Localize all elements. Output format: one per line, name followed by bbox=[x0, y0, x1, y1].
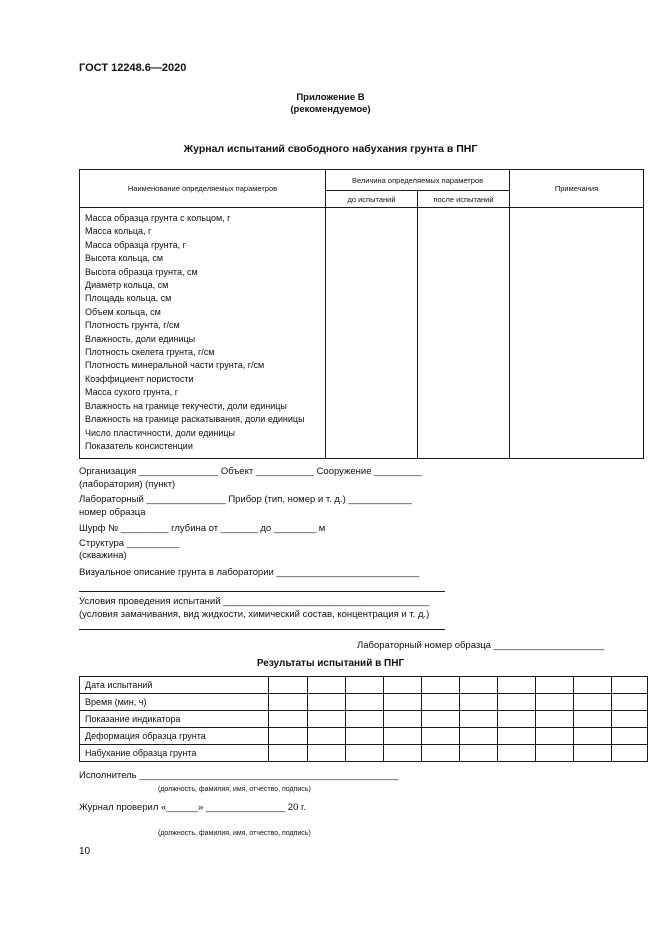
param-item: Коэффициент пористости bbox=[85, 373, 194, 384]
results-row-label: Деформация образца грунта bbox=[80, 728, 269, 745]
form-structure-line: Структура __________ bbox=[79, 538, 180, 549]
form-lab-hint: номер образца bbox=[79, 507, 146, 518]
appendix-subtitle: (рекомендуемое) bbox=[290, 104, 371, 115]
form-lab-line: Лабораторный _______________ Прибор (тип, номер и т. д.) ____________ bbox=[79, 494, 412, 505]
param-item: Масса сухого грунта, г bbox=[85, 387, 179, 398]
results-row-label: Дата испытаний bbox=[80, 677, 269, 694]
document-code: ГОСТ 12248.6—2020 bbox=[79, 62, 187, 74]
blank-line bbox=[79, 629, 445, 630]
param-item: Влажность, доли единицы bbox=[85, 333, 196, 344]
journal-title: Журнал испытаний свободного набухания грунта в ПНГ bbox=[183, 143, 478, 155]
param-item: Высота образца грунта, см bbox=[85, 266, 198, 277]
form-organization-hint: (лаборатория) (пункт) bbox=[79, 479, 176, 490]
page-number: 10 bbox=[79, 846, 91, 857]
form-conditions-hint: (условия замачивания, вид жидкости, химический состав, концентрация и т. д.) bbox=[79, 609, 430, 620]
form-structure-hint: (скважина) bbox=[79, 550, 127, 561]
form-pit-line: Шурф № _________ глубина от _______ до ________ м bbox=[79, 523, 326, 534]
param-item: Влажность на границе раскатывания, доли единицы bbox=[85, 414, 305, 425]
executor-hint: (должность, фамилия, имя, отчество, подпись) bbox=[158, 786, 311, 793]
journal-table bbox=[79, 169, 644, 459]
blank-line bbox=[79, 591, 445, 592]
lab-number-line: Лабораторный номер образца _____________________ bbox=[357, 640, 605, 651]
param-item: Площадь кольца, см bbox=[85, 293, 172, 304]
param-item: Плотность минеральной части грунта, г/см bbox=[85, 360, 265, 371]
checked-by-hint: (должность, фамилия, имя, отчество, подпись) bbox=[158, 830, 311, 837]
param-item: Масса образца грунта, г bbox=[85, 239, 186, 250]
before-values-cell bbox=[326, 208, 418, 459]
results-row-label: Показание индикатора bbox=[80, 711, 269, 728]
after-values-cell bbox=[418, 208, 510, 459]
param-item: Высота кольца, см bbox=[85, 253, 164, 264]
param-item: Влажность на границе текучести, доли единицы bbox=[85, 400, 287, 411]
param-item: Показатель консистенции bbox=[85, 440, 193, 451]
results-row-label: Время (мин, ч) bbox=[80, 694, 269, 711]
form-conditions-line: Условия проведения испытаний _______________________________________ bbox=[79, 596, 430, 607]
param-item: Диаметр кольца, см bbox=[85, 280, 169, 291]
col-before-header: до испытаний bbox=[326, 191, 418, 208]
results-row-label: Набухание образца грунта bbox=[80, 745, 269, 762]
notes-cell bbox=[510, 208, 644, 459]
param-item: Число пластичности, доли единицы bbox=[85, 427, 236, 438]
col-after-header: после испытаний bbox=[418, 191, 510, 208]
col-notes-header: Примечания bbox=[510, 170, 644, 208]
appendix-title: Приложение В bbox=[296, 92, 365, 103]
executor-line: Исполнитель _________________________________________________ bbox=[79, 770, 399, 781]
checked-by-line: Журнал проверил «______» _______________ 20 г. bbox=[79, 802, 306, 813]
col-values-header: Величина определяемых параметров bbox=[326, 170, 510, 191]
form-visual-description-line: Визуальное описание грунта в лаборатории ___________________________ bbox=[79, 567, 420, 578]
results-table bbox=[79, 676, 648, 762]
param-item: Объем кольца, см bbox=[85, 306, 161, 317]
param-item: Масса образца грунта с кольцом, г bbox=[85, 213, 231, 223]
param-item: Масса кольца, г bbox=[85, 226, 152, 237]
results-title: Результаты испытаний в ПНГ bbox=[256, 658, 405, 669]
col-params-header: Наименование определяемых параметров bbox=[80, 170, 326, 208]
param-item: Плотность скелета грунта, г/см bbox=[85, 347, 215, 358]
form-organization-line: Организация _______________ Объект ___________ Сооружение _________ bbox=[79, 466, 422, 477]
param-item: Плотность грунта, г/см bbox=[85, 320, 180, 331]
params-cell bbox=[80, 208, 326, 459]
